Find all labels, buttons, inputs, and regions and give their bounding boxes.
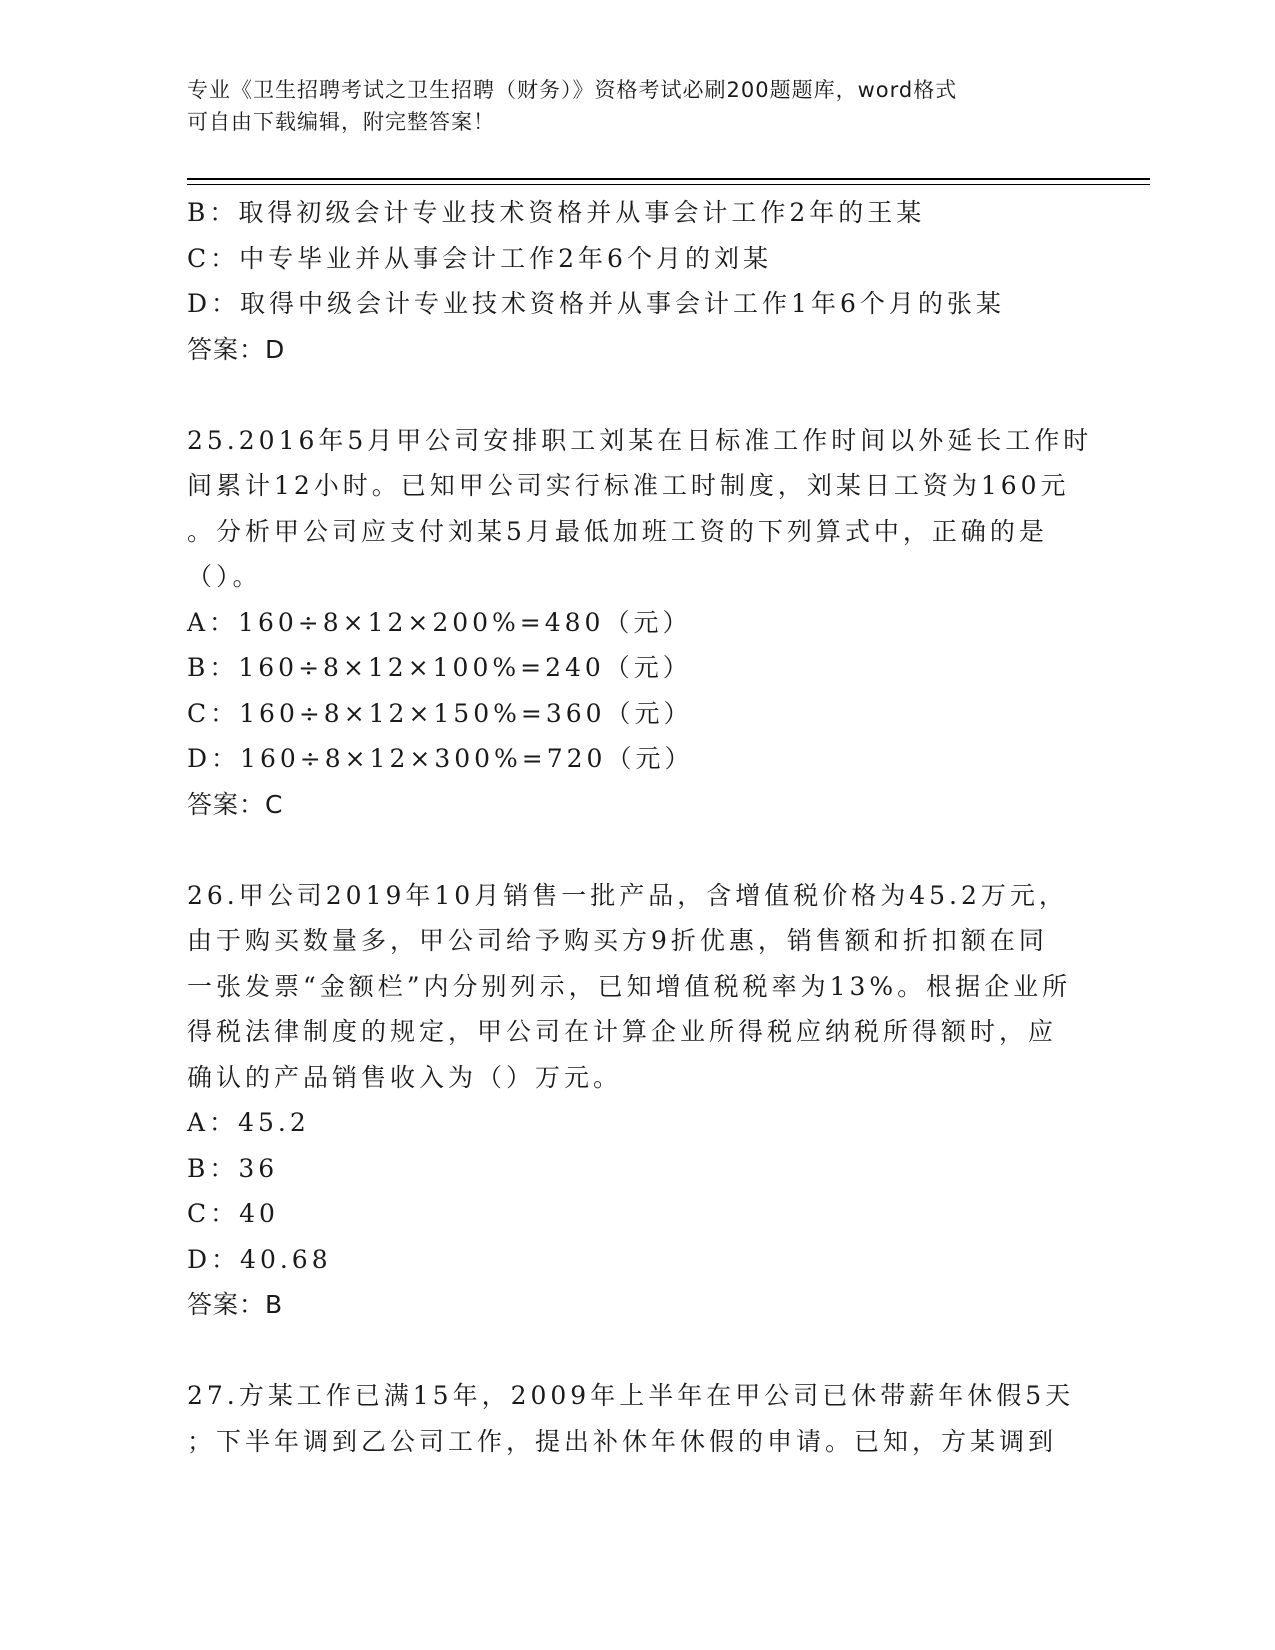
question-text-line: 27.方某工作已满15年，2009年上半年在甲公司已休带薪年休假5天 xyxy=(187,1381,1075,1410)
question-text-line: 。分析甲公司应支付刘某5月最低加班工资的下列算式中，正确的是 xyxy=(187,516,1048,546)
question-content xyxy=(187,190,1093,1464)
header-line-1: 专业《卫生招聘考试之卫生招聘（财务）》资格考试必刷200题题库，word格式 xyxy=(187,78,958,102)
answer-line: 答案：D xyxy=(187,334,286,364)
question-26 xyxy=(187,873,1087,1328)
spacer xyxy=(187,1328,1087,1374)
question-25 xyxy=(187,418,1093,828)
option-b: B：36 xyxy=(187,1153,279,1183)
option-d: D：40.68 xyxy=(187,1244,332,1274)
question-text-line: 间累计12小时。已知甲公司实行标准工时制度，刘某日工资为160元 xyxy=(187,471,1070,500)
header-line-2: 可自由下载编辑，附完整答案！ xyxy=(187,110,495,134)
spacer xyxy=(187,827,1087,873)
option-d: D：取得中级会计专业技术资格并从事会计工作1年6个月的张某 xyxy=(187,289,1005,318)
option-c: C：中专毕业并从事会计工作2年6个月的刘某 xyxy=(187,243,772,273)
question-text-line: 确认的产品销售收入为（）万元。 xyxy=(187,1062,623,1092)
question-text-line: 25.2016年5月甲公司安排职工刘某在日标准工作时间以外延长工作时 xyxy=(187,425,1093,455)
header-divider-thin xyxy=(187,184,1150,185)
question-27 xyxy=(187,1373,1087,1464)
question-text-line: 由于购买数量多，甲公司给予购买方9折优惠，销售额和折扣额在同 xyxy=(187,926,1048,955)
question-text-line: ；下半年调到乙公司工作，提出补休年休假的申请。已知，方某调到 xyxy=(187,1426,1058,1456)
option-c: C：160÷8×12×150%=360（元） xyxy=(187,698,693,728)
question-text-line: 26.甲公司2019年10月销售一批产品，含增值税价格为45.2万元， xyxy=(187,880,1068,910)
option-d: D：160÷8×12×300%=720（元） xyxy=(187,744,694,773)
spacer xyxy=(187,372,1087,418)
document-header xyxy=(187,74,1067,138)
question-text-line: 得税法律制度的规定，甲公司在计算企业所得税应纳税所得额时，应 xyxy=(187,1017,1058,1046)
option-a: A：45.2 xyxy=(187,1108,310,1137)
question-text-line: 一张发票“金额栏”内分别列示，已知增值税税率为13%。根据企业所 xyxy=(187,971,1072,1001)
question-text-line: （）。 xyxy=(187,562,262,591)
option-b: B：取得初级会计专业技术资格并从事会计工作2年的王某 xyxy=(187,198,926,227)
option-b: B：160÷8×12×100%=240（元） xyxy=(187,653,692,682)
option-c: C：40 xyxy=(187,1199,279,1228)
header-divider-thick xyxy=(187,178,1150,180)
answer-line: 答案：C xyxy=(187,789,284,819)
answer-line: 答案：B xyxy=(187,1290,284,1319)
previous-question-tail xyxy=(187,190,1087,372)
option-a: A：160÷8×12×200%=480（元） xyxy=(187,607,692,637)
